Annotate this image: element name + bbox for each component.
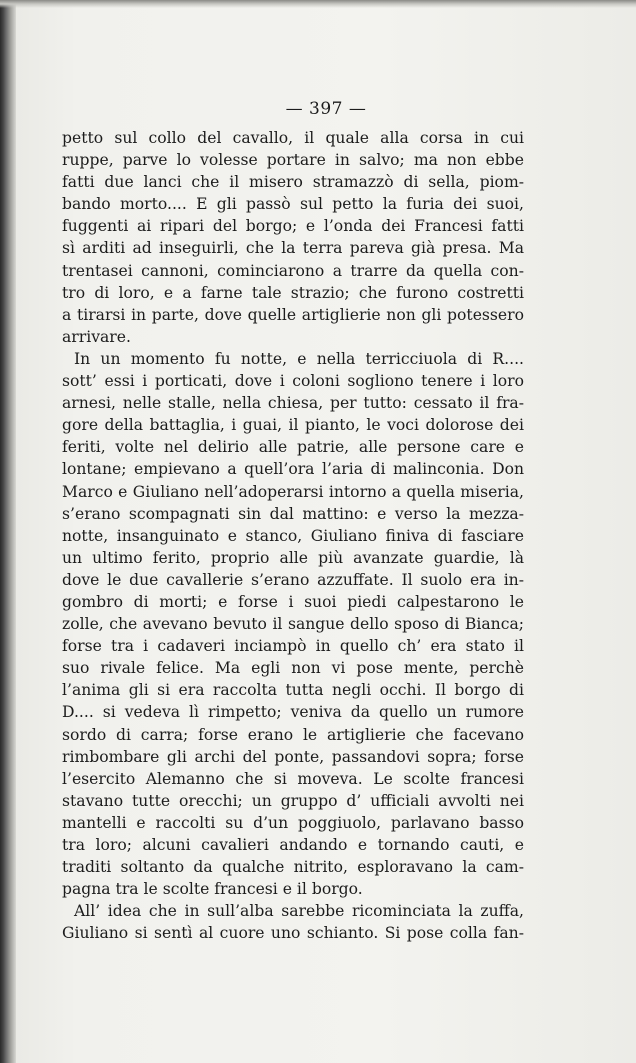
text-line: sì arditi ad inseguirli, che la terra pareva già presa. Ma <box>62 239 524 258</box>
page-number: — 397 — <box>285 99 367 119</box>
page-top-edge <box>0 0 636 8</box>
text-line: trentasei cannoni, cominciarono a trarre da quella con- <box>62 261 524 280</box>
text-line: un ultimo ferito, proprio alle più avanzate guardie, là <box>62 548 524 567</box>
text-line: Giuliano si sentì al cuore uno schianto. Si pose colla fan- <box>62 924 524 943</box>
text-line: stavano tutte orecchi; un gruppo d’ ufficiali avvolti nei <box>62 791 524 810</box>
text-line: gore della battaglia, i guai, il pianto, le voci dolorose dei <box>62 416 524 435</box>
text-line: suo rivale felice. Ma egli non vi pose mente, perchè <box>62 659 524 678</box>
text-line: notte, insanguinato e stanco, Giuliano finiva di fasciare <box>62 526 524 545</box>
text-line: fatti due lanci che il misero stramazzò di sella, piom- <box>62 173 524 192</box>
text-line: s’erano scompagnati sin dal mattino: e verso la mezza- <box>62 504 524 523</box>
text-line: lontane; empievano a quell’ora l’aria di malinconia. Don <box>62 460 524 479</box>
text-line: l’esercito Alemanno che si moveva. Le scolte francesi <box>62 769 524 788</box>
text-line: sordo di carra; forse erano le artiglierie che facevano <box>62 725 524 744</box>
text-line: Marco e Giuliano nell’adoperarsi intorno a quella miseria, <box>62 482 524 501</box>
text-line: All’ idea che in sull’alba sarebbe ricominciata la zuffa, <box>74 902 524 921</box>
text-line: pagna tra le scolte francesi e il borgo. <box>62 880 363 899</box>
text-line: arrivare. <box>62 327 131 346</box>
text-line: traditi soltanto da qualche nitrito, esploravano la cam- <box>62 858 524 877</box>
text-line: dove le due cavallerie s’erano azzuffate. Il suolo era in- <box>62 570 524 589</box>
text-line: l’anima gli si era raccolta tutta negli occhi. Il borgo di <box>62 681 524 700</box>
text-line: D.... si vedeva lì rimpetto; veniva da quello un rumore <box>62 703 524 722</box>
text-line: tra loro; alcuni cavalieri andando e tornando cauti, e <box>62 836 524 854</box>
text-line: rimbombare gli archi del ponte, passandovi sopra; forse <box>62 747 524 766</box>
text-line: zolle, che avevano bevuto il sangue dello sposo di Bianca; <box>62 615 524 634</box>
text-line: tro di loro, e a farne tale strazio; che furono costretti <box>62 283 524 302</box>
body-text <box>62 127 524 944</box>
text-line: bando morto.... E gli passò sul petto la furia dei suoi, <box>62 195 524 214</box>
text-line: forse tra i cadaveri inciampò in quello ch’ era stato il <box>62 637 524 656</box>
text-line: fuggenti ai ripari del borgo; e l’onda dei Francesi fatti <box>62 217 524 236</box>
text-line: petto sul collo del cavallo, il quale alla corsa in cui <box>62 129 524 147</box>
text-line: ruppe, parve lo volesse portare in salvo; ma non ebbe <box>62 151 524 170</box>
text-line: arnesi, nelle stalle, nella chiesa, per tutto: cessato il fra- <box>62 394 524 413</box>
page-binding-shadow <box>0 0 16 1063</box>
text-line: mantelli e raccolti su d’un poggiuolo, parlavano basso <box>62 813 524 832</box>
text-line: sott’ essi i porticati, dove i coloni sogliono tenere i loro <box>62 372 524 391</box>
text-line: gombro di morti; e forse i suoi piedi calpestarono le <box>62 592 524 611</box>
text-line: feriti, volte nel delirio alle patrie, alle persone care e <box>62 438 524 457</box>
text-line: In un momento fu notte, e nella terricciuola di R.... <box>74 349 524 368</box>
text-line: a tirarsi in parte, dove quelle artiglierie non gli potessero <box>62 305 524 324</box>
